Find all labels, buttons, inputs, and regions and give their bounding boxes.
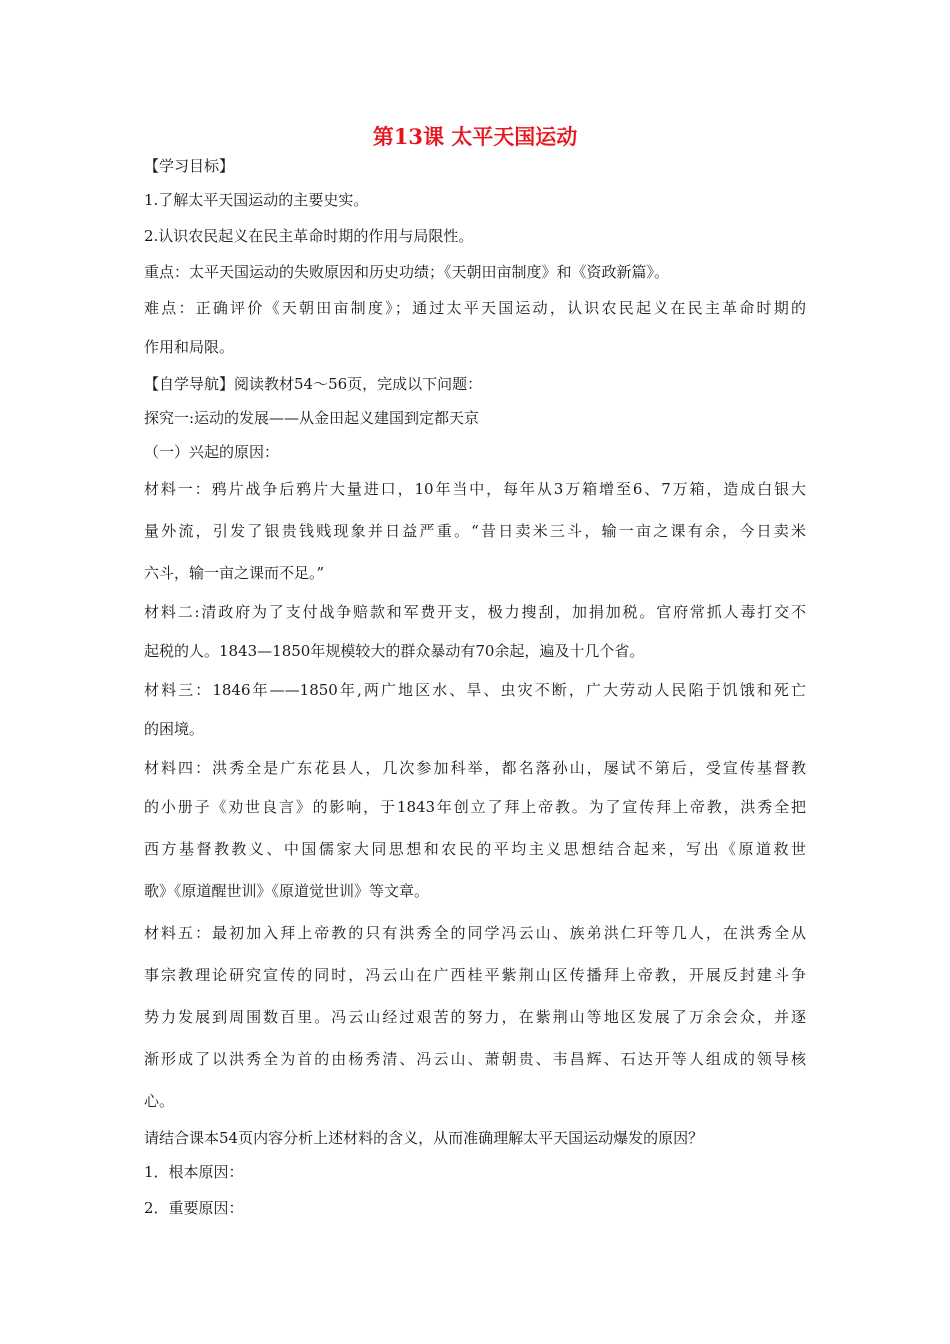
inquiry-one-heading: 探究一:运动的发展——从金田起义建国到定都天京 <box>144 409 480 427</box>
material-5-line-4: 渐形成了以洪秀全为首的由杨秀清、冯云山、萧朝贵、韦昌辉、石达开等人组成的领导核 <box>144 1050 806 1068</box>
material-5-line-3: 势力发展到周围数百里。冯云山经过艰苦的努力，在紫荆山等地区发展了万余会众，并逐 <box>144 1008 806 1026</box>
material-3-line-2: 的困境。 <box>144 720 205 738</box>
material-1-line-3: 六斗，输一亩之课而不足。” <box>144 564 325 582</box>
page-title: 第13课 太平天国运动 <box>372 124 578 149</box>
subsection-causes: （一）兴起的原因： <box>144 443 280 461</box>
document-body <box>144 150 806 1226</box>
material-4-line-4: 歌》《原道醒世训》《原道觉世训》等文章。 <box>144 882 430 900</box>
difficult-points-line-1: 难点：正确评价《天朝田亩制度》；通过太平天国运动，认识农民起义在民主革命时期的 <box>144 299 806 317</box>
key-points: 重点：太平天国运动的失败原因和历史功绩；《天朝田亩制度》和《资政新篇》。 <box>144 263 670 281</box>
answer-important-cause: 2．重要原因： <box>144 1199 244 1217</box>
material-3-line-1: 材料三：1846年——1850年,两广地区水、旱、虫灾不断，广大劳动人民陷于饥饿和死亡 <box>144 681 806 699</box>
material-1-line-1: 材料一：鸦片战争后鸦片大量进口，10年当中，每年从3万箱增至6、7万箱，造成白银大 <box>144 480 806 498</box>
objective-2: 2.认识农民起义在民主革命时期的作用与局限性。 <box>144 227 474 245</box>
material-4-line-3: 西方基督教教义、中国儒家大同思想和农民的平均主义思想结合起来，写出《原道救世 <box>144 840 806 858</box>
material-5-line-2: 事宗教理论研究宣传的同时，冯云山在广西桂平紫荆山区传播拜上帝教，开展反封建斗争 <box>144 966 806 984</box>
answer-fundamental-cause: 1．根本原因： <box>144 1163 244 1181</box>
difficult-points-line-2: 作用和局限。 <box>144 338 235 356</box>
analysis-question: 请结合课本54页内容分析上述材料的含义，从而准确理解太平天国运动爆发的原因？ <box>144 1129 704 1147</box>
material-1-line-2: 量外流，引发了银贵钱贱现象并日益严重。“昔日卖米三斗，输一亩之课有余，今日卖米 <box>144 522 806 540</box>
section-heading-objectives: 【学习目标】 <box>144 157 235 175</box>
self-study-guide: 【自学导航】阅读教材54～56页，完成以下问题： <box>144 375 483 393</box>
material-4-line-2: 的小册子《劝世良言》的影响，于1843年创立了拜上帝教。为了宣传拜上帝教，洪秀全把 <box>144 798 806 816</box>
material-5-line-1: 材料五：最初加入拜上帝教的只有洪秀全的同学冯云山、族弟洪仁玕等几人，在洪秀全从 <box>144 924 806 942</box>
material-2-line-1: 材料二:清政府为了支付战争赔款和军费开支，极力搜刮，加捐加税。官府常抓人毒打交不 <box>144 603 806 621</box>
material-5-line-5: 心。 <box>144 1092 175 1110</box>
objective-1: 1.了解太平天国运动的主要史实。 <box>144 191 369 209</box>
material-2-line-2: 起税的人。1843—1850年规模较大的群众暴动有70余起，遍及十几个省。 <box>144 642 645 660</box>
material-4-line-1: 材料四：洪秀全是广东花县人，几次参加科举，都名落孙山，屡试不第后，受宣传基督教 <box>144 759 806 777</box>
